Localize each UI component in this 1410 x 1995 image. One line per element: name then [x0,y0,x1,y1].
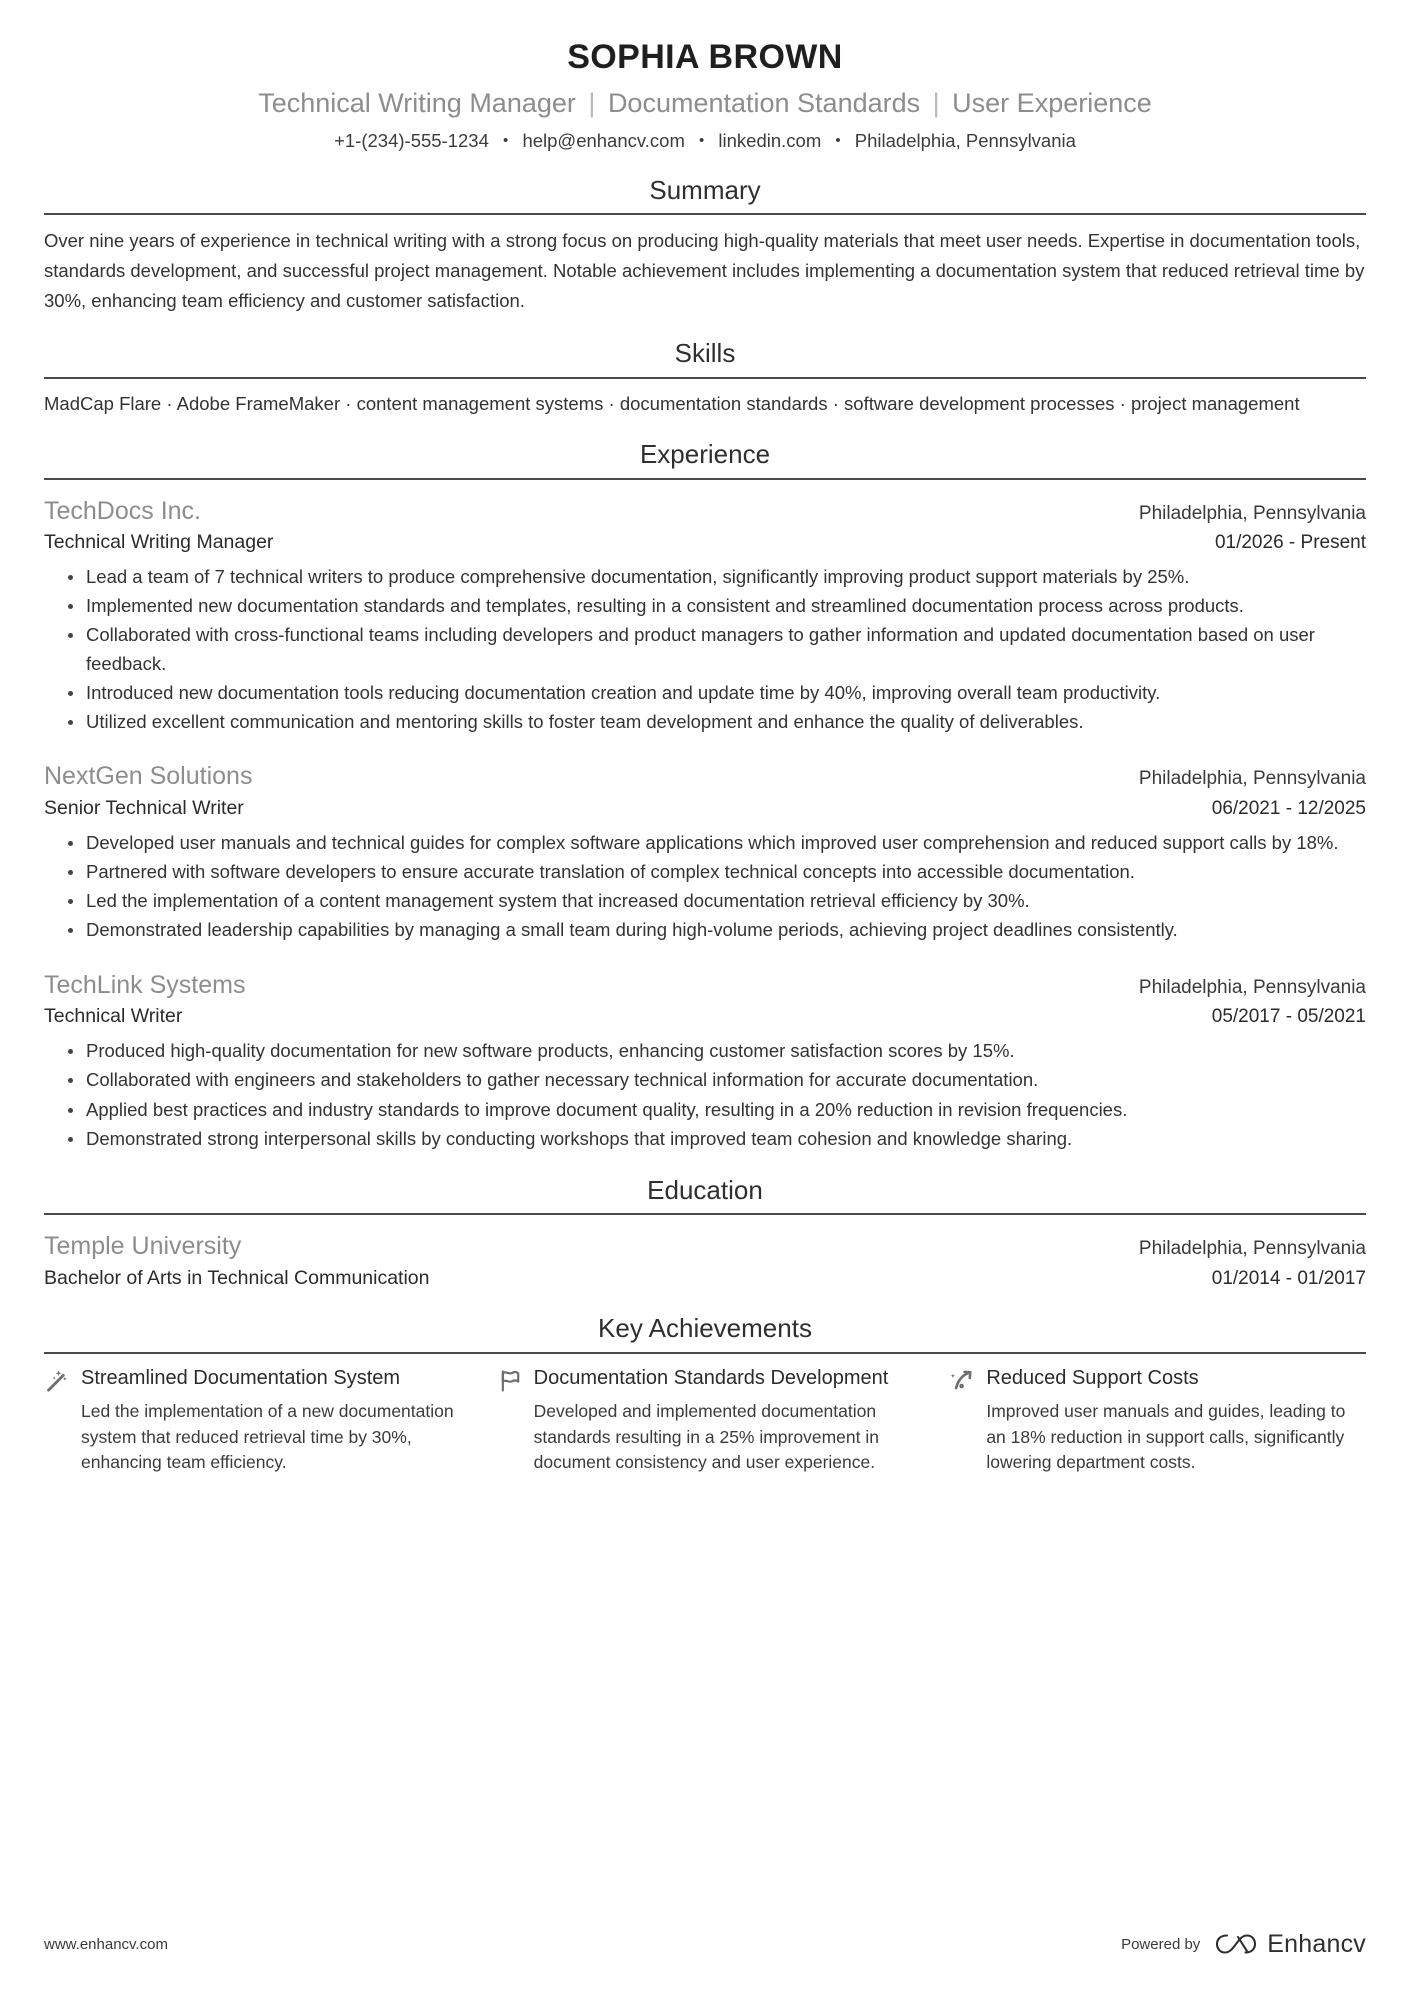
skill-item: Adobe FrameMaker [176,392,341,414]
employer-location: Philadelphia, Pennsylvania [1138,976,1366,998]
section-education [44,1175,1366,1291]
skill-separator: · [1114,392,1131,414]
section-title-summary: Summary [649,175,761,206]
entry-header-row [44,495,1366,528]
contact-email[interactable]: help@enhancv.com [522,130,685,152]
achievement-text [534,1366,914,1476]
entry-header-row [44,1230,1366,1263]
powered-by-label: Powered by [1121,1935,1201,1953]
employer-name: TechDocs Inc. [44,496,202,525]
page-title: SOPHIA BROWN [567,38,843,76]
education-entry [44,1230,1366,1291]
experience-entry [44,760,1366,944]
achievement-description: Improved user manuals and guides, leading to an 18% reduction in support calls, significantly lowering department costs. [986,1401,1346,1472]
education-body [44,1215,1366,1291]
section-title-education: Education [647,1175,763,1206]
section-experience [44,439,1366,1153]
degree-title: Bachelor of Arts in Technical Communication [44,1266,430,1289]
list-item: Collaborated with engineers and stakeholders to gather necessary technical information for accurate documentation. [66,1066,1366,1094]
summary-text: Over nine years of experience in technical writing with a strong focus on producing high-quality materials that meet user needs. Expertise in documentation tools, standards development, and successful project management. Notable achievement includes implementing a documentation system that reduced retrieval time by 30%, enhancing team efficiency and customer satisfaction. [44,230,1365,312]
achievement-item [497,1366,914,1476]
experience-entry [44,495,1366,737]
job-title: Technical Writing Manager [44,531,274,554]
headline-separator: | [588,87,596,118]
contact-location: Philadelphia, Pennsylvania [854,130,1076,152]
responsibility-list [44,563,1366,737]
achievement-title: Streamlined Documentation System [81,1366,401,1389]
skill-item: content management systems [356,392,604,414]
skill-separator: · [827,392,845,414]
section-skills [44,338,1366,417]
brand-lockup [1214,1931,1366,1957]
bullet-separator-icon: • [835,132,841,150]
employer-name: TechLink Systems [44,970,246,999]
section-title-skills: Skills [674,338,736,369]
skills-body [44,379,1366,418]
skill-item: documentation standards [619,392,828,414]
achievement-item [949,1366,1366,1476]
entry-subheader-row [44,1001,1366,1030]
contact-phone: +1-(234)-555-1234 [334,130,489,152]
page-footer [44,1931,1366,1957]
list-item: Partnered with software developers to ensure accurate translation of complex technical concepts into accessible documentation. [66,858,1366,886]
employment-dates: 05/2017 - 05/2021 [1211,1006,1366,1028]
list-item: Introduced new documentation tools reducing documentation creation and update time by 40%, improving overall team productivity. [66,679,1366,707]
employer-location: Philadelphia, Pennsylvania [1138,502,1366,524]
education-dates: 01/2014 - 01/2017 [1211,1267,1366,1289]
entry-subheader-row [44,527,1366,556]
flag-icon [497,1368,523,1394]
key-achievements-grid [44,1354,1366,1476]
list-item: Implemented new documentation standards and templates, resulting in a consistent and streamlined documentation process across products. [66,592,1366,620]
skill-separator: · [340,392,357,414]
footer-website-link[interactable]: www.enhancv.com [44,1935,168,1953]
bullet-separator-icon: • [699,132,705,150]
contact-linkedin[interactable]: linkedin.com [718,130,822,152]
achievement-description: Led the implementation of a new documentation system that reduced retrieval time by 30%, enhancing team efficiency. [81,1401,454,1472]
section-key-achievements [44,1313,1366,1475]
section-title-key-achievements: Key Achievements [598,1313,812,1344]
job-title: Technical Writer [44,1005,183,1028]
contact-info [44,129,1366,153]
institution-name: Temple University [44,1232,242,1261]
footer-branding [1121,1931,1366,1957]
list-item: Collaborated with cross-functional teams including developers and product managers to gather information and updated documentation based on user feedback. [66,621,1366,678]
headline-separator: | [932,87,940,118]
list-item: Demonstrated strong interpersonal skills by conducting workshops that improved team cohesion and knowledge sharing. [66,1125,1366,1153]
experience-entry [44,969,1366,1153]
employer-location: Philadelphia, Pennsylvania [1138,768,1366,790]
achievement-description: Developed and implemented documentation standards resulting in a 25% improvement in document consistency and user experience. [533,1401,879,1472]
entry-subheader-row [44,1263,1366,1292]
achievement-title: Documentation Standards Development [533,1366,889,1389]
job-title: Senior Technical Writer [44,796,244,819]
entry-header-row [44,969,1366,1002]
skill-item: project management [1130,392,1300,414]
employment-dates: 06/2021 - 12/2025 [1211,797,1366,819]
list-item: Applied best practices and industry standards to improve document quality, resulting in a 20% reduction in revision frequencies. [66,1096,1366,1124]
trending-arrow-icon [949,1368,975,1394]
headline-part-1: Technical Writing Manager [258,87,576,118]
responsibility-list [44,829,1366,945]
skill-separator: · [161,392,177,414]
headline-part-2: Documentation Standards [607,87,921,118]
section-summary [44,175,1366,316]
resume-header [44,0,1366,153]
achievement-text [81,1366,461,1476]
section-title-experience: Experience [639,439,771,470]
responsibility-list [44,1037,1366,1153]
list-item: Developed user manuals and technical guides for complex software applications which improved user comprehension and reduced support calls by 18%. [66,829,1366,857]
skill-item: MadCap Flare [44,392,162,414]
list-item: Lead a team of 7 technical writers to produce comprehensive documentation, significantly improving product support materials by 25%. [66,563,1366,591]
list-item: Demonstrated leadership capabilities by managing a small team during high-volume periods, achieving project deadlines consistently. [66,916,1366,944]
experience-body [44,480,1366,1154]
achievement-item [44,1366,461,1476]
bullet-separator-icon: • [503,132,509,150]
skills-list [44,390,1366,418]
achievement-text [986,1366,1366,1476]
list-item: Utilized excellent communication and mentoring skills to foster team development and enhance the quality of deliverables. [66,708,1366,736]
summary-body [44,215,1366,316]
enhancv-logo-icon [1214,1931,1258,1957]
entry-header-row [44,760,1366,793]
achievement-title: Reduced Support Costs [986,1366,1199,1389]
list-item: Produced high-quality documentation for new software products, enhancing customer satisfaction scores by 15%. [66,1037,1366,1065]
employer-name: NextGen Solutions [44,762,253,791]
employment-dates: 01/2026 - Present [1214,532,1366,554]
headline-part-3: User Experience [952,87,1152,118]
institution-location: Philadelphia, Pennsylvania [1138,1238,1366,1260]
skill-item: software development processes [844,392,1115,414]
magic-wand-icon [44,1368,70,1394]
skill-separator: · [603,392,620,414]
professional-headline [44,87,1366,121]
entry-subheader-row [44,793,1366,822]
brand-name: Enhancv [1267,1929,1366,1958]
list-item: Led the implementation of a content management system that increased documentation retrieval efficiency by 30%. [66,887,1366,915]
